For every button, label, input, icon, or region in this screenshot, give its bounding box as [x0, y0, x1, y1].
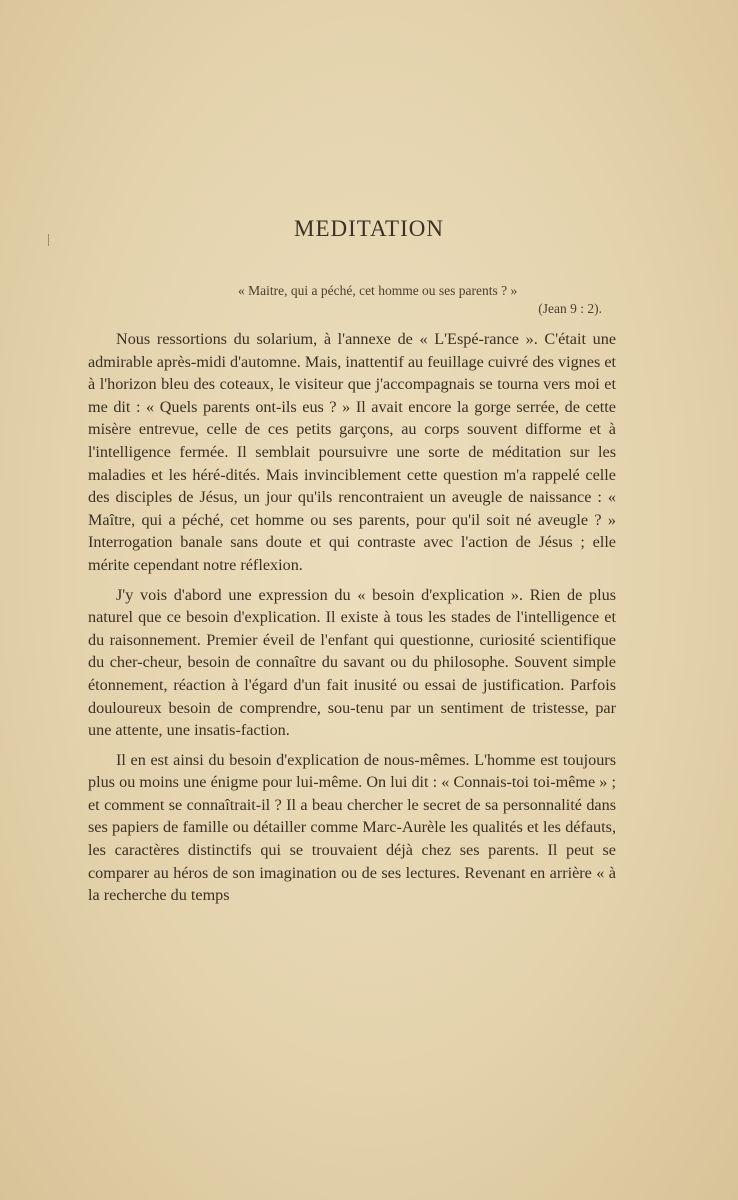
epigraph-reference: (Jean 9 : 2).	[538, 301, 602, 316]
epigraph	[238, 282, 602, 318]
body-text	[88, 328, 616, 914]
paragraph-1: Nous ressortions du solarium, à l'annexe de « L'Espé-rance ». C'était une admirable après-midi d'automne. Mais, inattentif au feuillage cuivré des vignes et à l'horizon bleu des coteaux, le visiteur que j'accompagnais se tourna vers moi et me dit : « Quels parents ont-ils eus ? » Il avait encore la gorge serrée, de cette misère entrevue, celle de ces petits garçons, au corps souvent difforme et à l'intelligence fermée. Il semblait poursuivre une sorte de méditation sur les maladies et les héré-dités. Mais invinciblement cette question m'a rappelé celle des disciples de Jésus, un jour qu'ils rencontraient un aveugle de naissance : « Maître, qui a péché, cet homme ou ses parents, pour qu'il soit né aveugle ? » Interrogation banale sans doute et qui contraste avec l'action de Jésus ; elle mérite cependant notre réflexion.	[88, 330, 616, 574]
paragraph-3: Il en est ainsi du besoin d'explication de nous-mêmes. L'homme est toujours plus ou moins une énigme pour lui-même. On lui dit : « Connais-toi toi-même » ; et comment se connaîtrait-il ? Il a beau chercher le secret de sa personnalité dans ses papiers de famille ou détailler comme Marc-Aurèle les qualités et les défauts, les caractères distinctifs qui se trouvaient déjà chez ses parents. Il peut se comparer au héros de son imagination ou de ses lectures. Revenant en arrière « à la recherche du temps	[88, 750, 616, 905]
epigraph-quote: « Maitre, qui a péché, cet homme ou ses parents ? »	[238, 283, 518, 298]
page-title: MEDITATION	[294, 216, 444, 241]
paragraph-2: J'y vois d'abord une expression du « besoin d'explication ». Rien de plus naturel que ce besoin d'explication. Il existe à tous les stades de l'intelligence et du raisonnement. Premier éveil de l'enfant qui questionne, curiosité scientifique du cher-cheur, besoin de connaître du savant ou du philosophe. Souvent simple étonnement, réaction à l'égard d'un fait inusité ou essai de justification. Parfois douloureux besoin de comprendre, sou-tenu par un sentiment de tristesse, par une attente, une insatis-faction.	[88, 585, 616, 740]
